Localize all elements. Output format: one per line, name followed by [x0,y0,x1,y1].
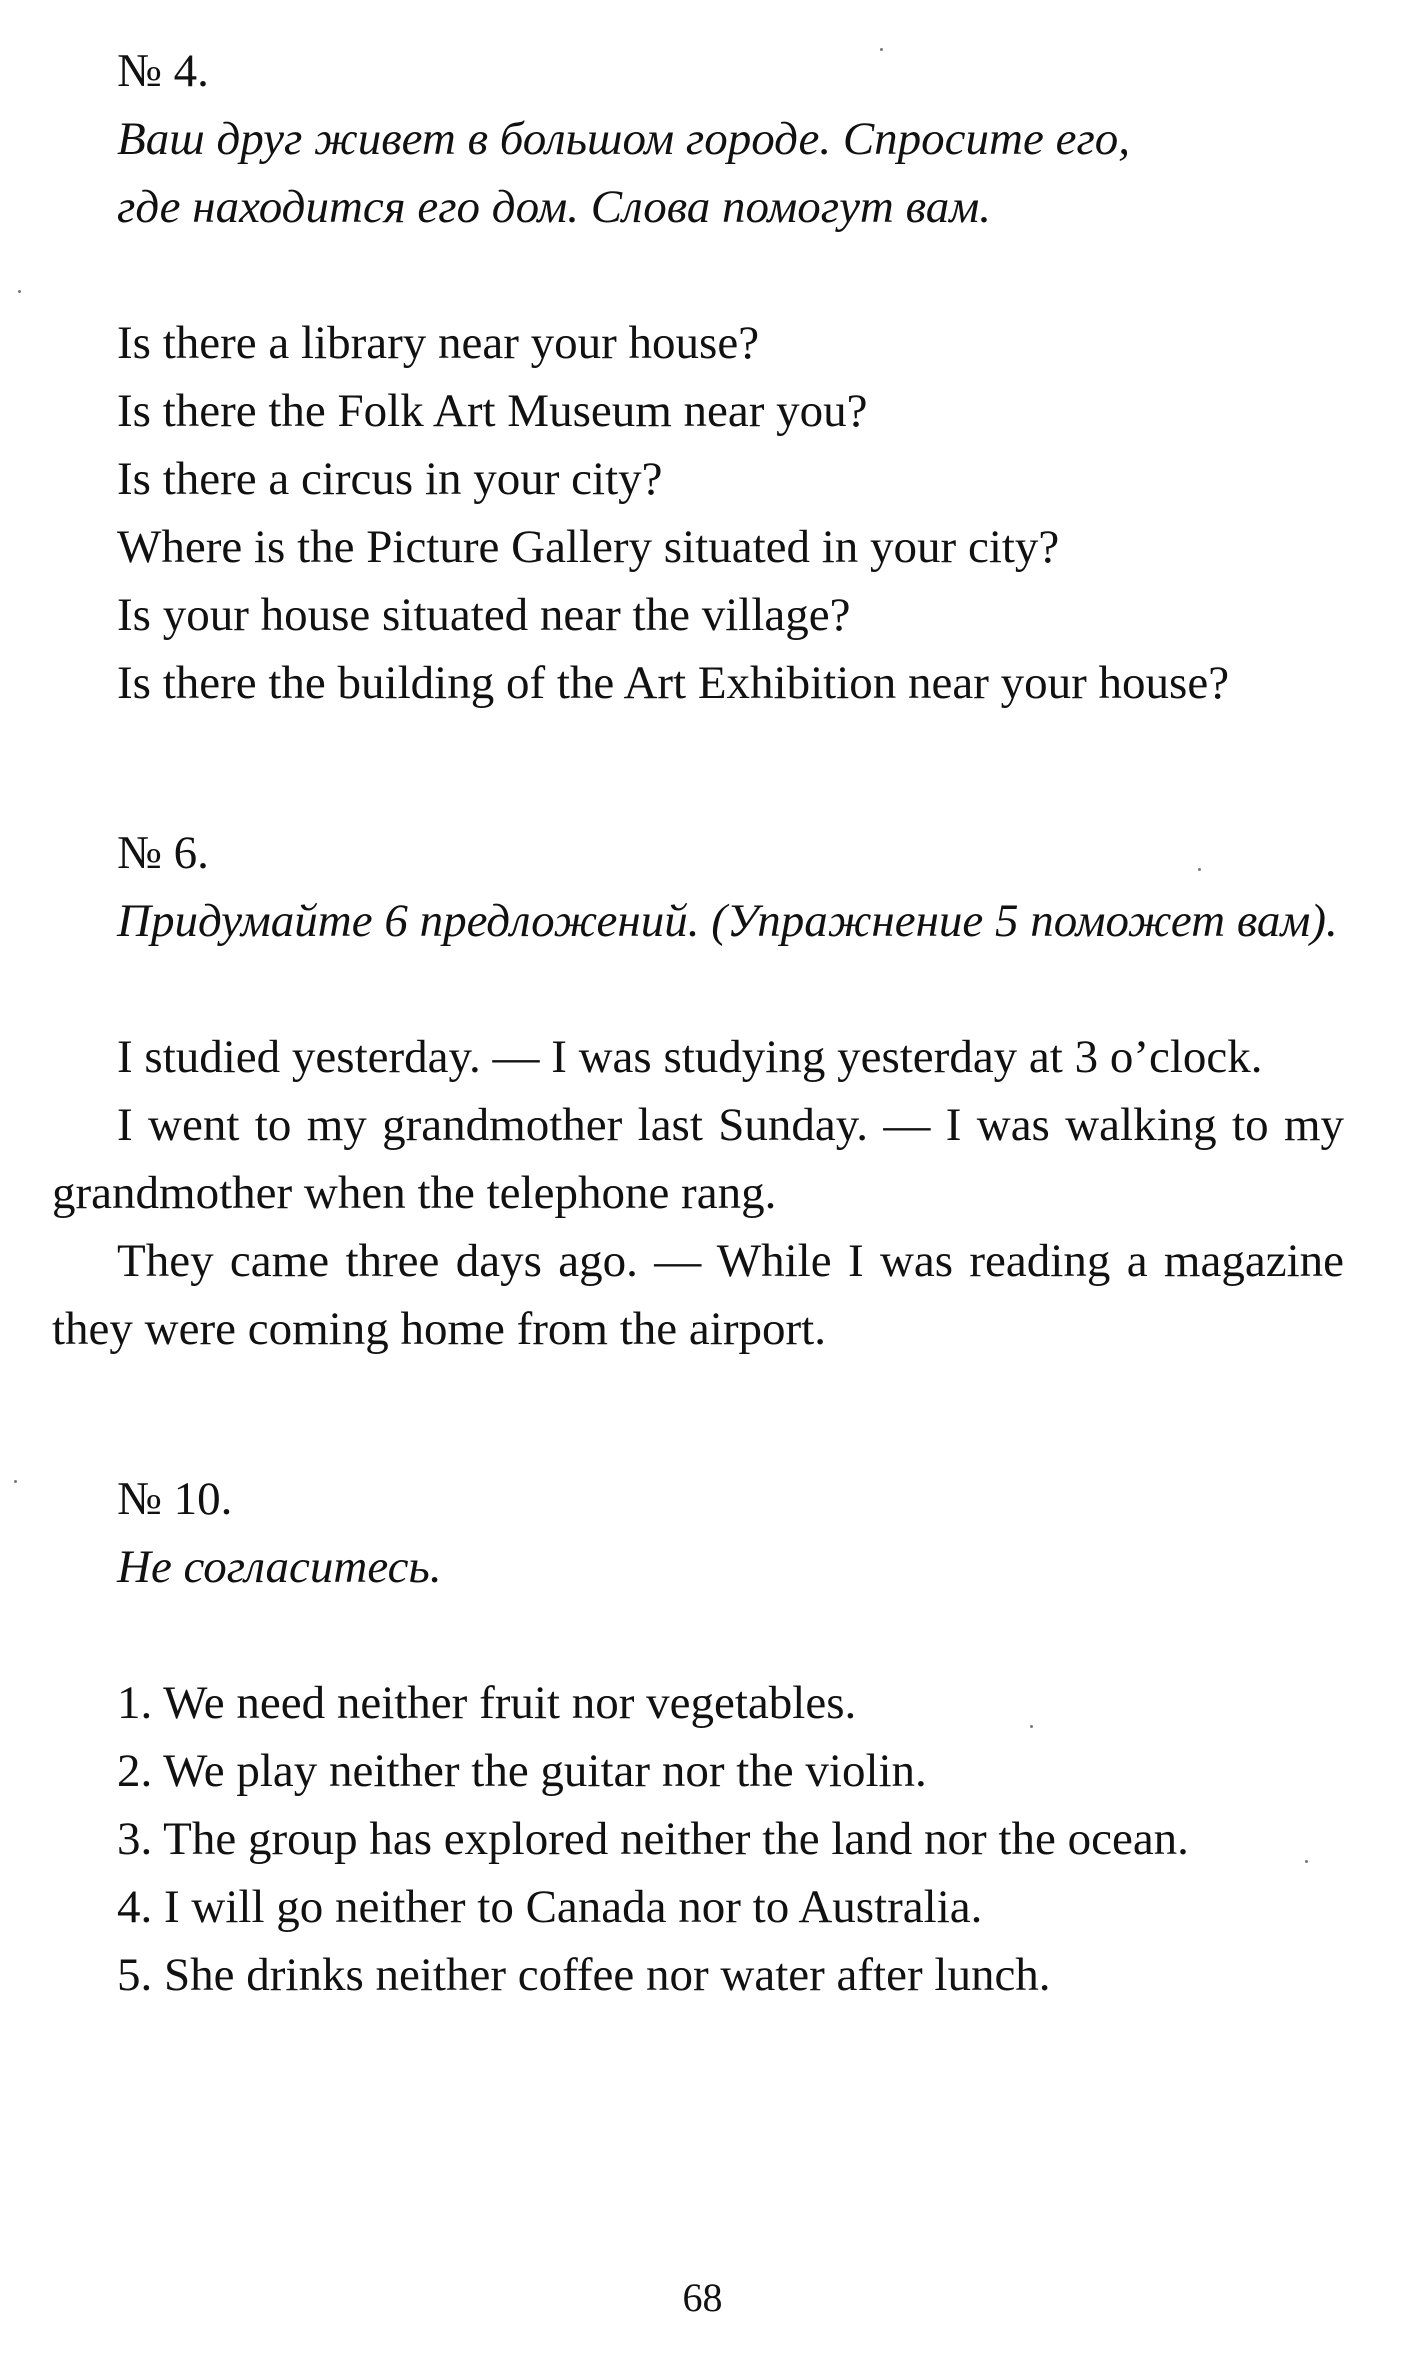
spacer [52,241,1344,309]
answer-line: Is your house situated near the village? [117,589,851,641]
exercise-10-task: Не согласитесь. [117,1541,442,1593]
exercise-10 [52,1465,1344,2009]
exercise-4 [52,37,1344,717]
exercise-4-task-line-1: Ваш друг живет в большом городе. Спросите его, [117,113,1131,165]
exercise-6-task: Придумайте 6 предложений. (Упражнение 5 поможет вам). [117,895,1338,947]
exercise-4-task [52,105,1344,241]
scan-speck [18,290,21,293]
answer-paragraph: I went to my grandmother last Sunday. — I was walking to my grandmother when the telephone rang. [52,1099,1344,1219]
exercise-4-task-line-2: где находится его дом. Слова помогут вам. [117,181,991,233]
scan-speck [14,1480,17,1483]
exercise-10-heading: № 10. [117,1473,233,1525]
answer-item: 3. The group has explored neither the land nor the ocean. [117,1813,1189,1865]
answer-item: 4. I will go neither to Canada nor to Australia. [117,1881,983,1933]
scan-speck [1030,1725,1033,1728]
answer-item: 1. We need neither fruit nor vegetables. [117,1677,857,1729]
page-number: 68 [682,2275,723,2320]
exercise-6 [52,819,1344,1363]
answer-paragraph: I studied yesterday. — I was studying yesterday at 3 o’clock. [117,1031,1263,1083]
answer-item: 5. She drinks neither coffee nor water after lunch. [117,1949,1051,2001]
answer-line: Is there the building of the Art Exhibition near your house? [117,657,1230,709]
answer-paragraph: They came three days ago. — While I was reading a magazine they were coming home from the airport. [52,1235,1344,1355]
scan-speck [1305,1860,1308,1863]
spacer [52,955,1344,1023]
exercise-4-heading: № 4. [117,45,209,97]
spacer [52,1601,1344,1669]
spacer [52,717,1344,819]
answer-line: Where is the Picture Gallery situated in your city? [117,521,1060,573]
answer-line: Is there a circus in your city? [117,453,663,505]
answer-line: Is there the Folk Art Museum near you? [117,385,868,437]
answer-item: 2. We play neither the guitar nor the violin. [117,1745,927,1797]
exercise-6-heading: № 6. [117,827,209,879]
scan-speck [880,48,883,51]
spacer [52,1363,1344,1465]
page-content [52,0,1344,2009]
answer-line: Is there a library near your house? [117,317,760,369]
scan-speck [1198,868,1201,871]
